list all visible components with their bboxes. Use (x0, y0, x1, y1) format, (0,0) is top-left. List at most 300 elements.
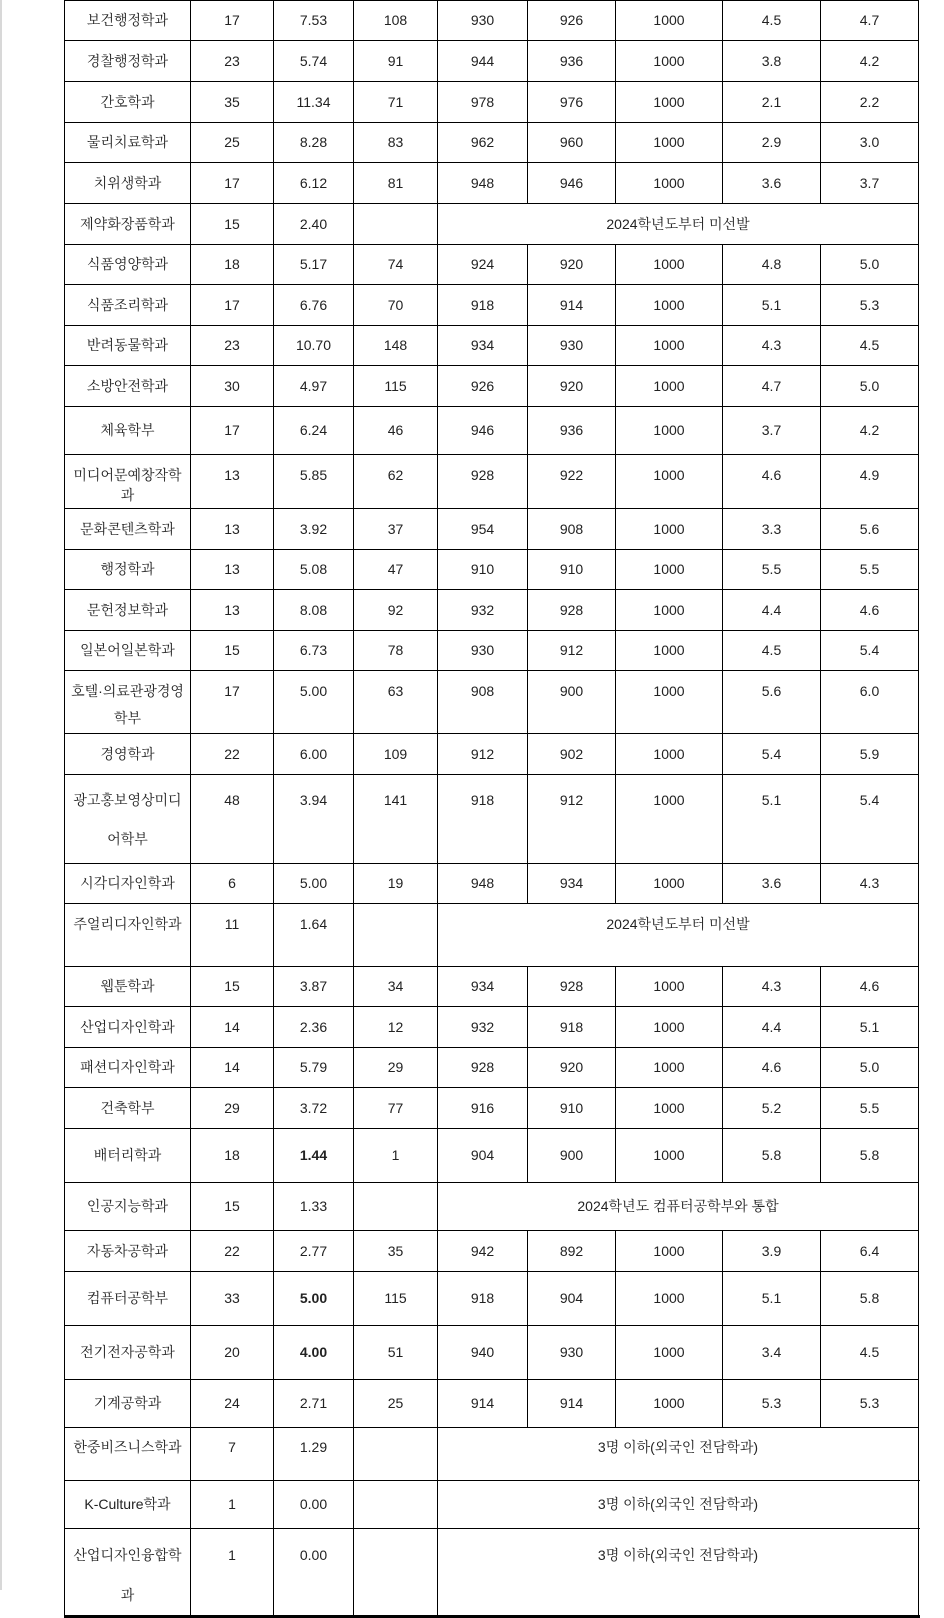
value-cell: 892 (528, 1231, 616, 1272)
value-cell: 4.5 (821, 326, 919, 366)
department-name: 반려동물학과 (65, 326, 191, 366)
value-cell: 3.92 (274, 509, 354, 550)
table-row (65, 163, 919, 204)
value-cell: 1000 (616, 590, 723, 631)
value-cell: 910 (528, 550, 616, 590)
value-cell: 930 (528, 326, 616, 366)
value-cell: 1000 (616, 41, 723, 82)
value-cell: 2.40 (274, 204, 354, 245)
value-cell: 962 (438, 123, 528, 163)
value-cell: 5.3 (821, 1380, 919, 1428)
value-cell: 5.0 (821, 366, 919, 407)
table-row (65, 1380, 919, 1428)
note-cell: 2024학년도부터 미선발 (438, 204, 919, 245)
value-cell: 2.77 (274, 1231, 354, 1272)
value-cell: 3.7 (723, 407, 821, 455)
value-cell: 916 (438, 1088, 528, 1129)
value-cell: 23 (191, 326, 274, 366)
note-cell: 2024학년도부터 미선발 (438, 904, 919, 967)
table-row (65, 631, 919, 671)
value-cell: 904 (438, 1129, 528, 1183)
value-cell: 71 (354, 82, 438, 123)
value-cell: 1000 (616, 1007, 723, 1048)
value-cell: 934 (528, 864, 616, 904)
value-cell: 5.00 (274, 671, 354, 734)
value-cell: 934 (438, 967, 528, 1007)
table-row (65, 326, 919, 366)
value-cell: 83 (354, 123, 438, 163)
value-cell: 4.6 (723, 455, 821, 509)
value-cell: 5.3 (821, 285, 919, 326)
value-cell: 930 (528, 1326, 616, 1380)
department-name: 경영학과 (65, 734, 191, 775)
value-cell: 6.24 (274, 407, 354, 455)
department-name: 치위생학과 (65, 163, 191, 204)
value-cell: 13 (191, 509, 274, 550)
value-cell: 47 (354, 550, 438, 590)
value-cell (354, 204, 438, 245)
table-row (65, 1481, 919, 1529)
value-cell: 920 (528, 245, 616, 285)
note-cell: 3명 이하(외국인 전담학과) (438, 1428, 919, 1481)
value-cell: 25 (191, 123, 274, 163)
value-cell: 902 (528, 734, 616, 775)
value-cell: 918 (438, 285, 528, 326)
value-cell: 13 (191, 590, 274, 631)
value-cell: 14 (191, 1048, 274, 1088)
department-name: 경찰행정학과 (65, 41, 191, 82)
value-cell: 936 (528, 41, 616, 82)
value-cell: 1000 (616, 1, 723, 41)
note-cell: 2024학년도 컴퓨터공학부와 통합 (438, 1183, 919, 1231)
value-cell: 5.8 (723, 1129, 821, 1183)
value-cell: 3.3 (723, 509, 821, 550)
value-cell: 5.5 (821, 1088, 919, 1129)
value-cell: 15 (191, 631, 274, 671)
value-cell: 30 (191, 366, 274, 407)
value-cell: 22 (191, 734, 274, 775)
value-cell: 4.00 (274, 1326, 354, 1380)
value-cell: 946 (438, 407, 528, 455)
value-cell: 4.5 (723, 1, 821, 41)
value-cell: 1000 (616, 1231, 723, 1272)
value-cell: 2.9 (723, 123, 821, 163)
table-row (65, 1428, 919, 1481)
value-cell: 2.71 (274, 1380, 354, 1428)
value-cell: 3.6 (723, 163, 821, 204)
value-cell: 20 (191, 1326, 274, 1380)
value-cell: 914 (528, 1380, 616, 1428)
value-cell: 5.9 (821, 734, 919, 775)
department-name: 패션디자인학과 (65, 1048, 191, 1088)
value-cell: 62 (354, 455, 438, 509)
value-cell: 918 (528, 1007, 616, 1048)
value-cell: 5.8 (821, 1129, 919, 1183)
value-cell: 1000 (616, 455, 723, 509)
table-row (65, 550, 919, 590)
value-cell: 5.4 (723, 734, 821, 775)
value-cell: 928 (438, 455, 528, 509)
value-cell: 914 (438, 1380, 528, 1428)
value-cell: 1000 (616, 671, 723, 734)
value-cell: 14 (191, 1007, 274, 1048)
value-cell: 4.3 (723, 967, 821, 1007)
value-cell: 900 (528, 1129, 616, 1183)
value-cell: 48 (191, 775, 274, 864)
table-row (65, 734, 919, 775)
value-cell: 5.79 (274, 1048, 354, 1088)
value-cell: 1000 (616, 82, 723, 123)
value-cell: 5.00 (274, 1272, 354, 1326)
value-cell: 1000 (616, 967, 723, 1007)
value-cell: 18 (191, 1129, 274, 1183)
table-row (65, 82, 919, 123)
value-cell: 5.8 (821, 1272, 919, 1326)
value-cell: 926 (438, 366, 528, 407)
value-cell: 930 (438, 1, 528, 41)
value-cell: 51 (354, 1326, 438, 1380)
value-cell: 1000 (616, 1272, 723, 1326)
value-cell: 4.6 (723, 1048, 821, 1088)
value-cell: 946 (528, 163, 616, 204)
value-cell: 10.70 (274, 326, 354, 366)
value-cell: 8.28 (274, 123, 354, 163)
value-cell: 4.4 (723, 1007, 821, 1048)
value-cell: 930 (438, 631, 528, 671)
value-cell: 4.5 (821, 1326, 919, 1380)
department-name: 한중비즈니스학과 (65, 1428, 191, 1481)
value-cell: 5.5 (723, 550, 821, 590)
table-row (65, 967, 919, 1007)
value-cell: 63 (354, 671, 438, 734)
department-name: 일본어일본학과 (65, 631, 191, 671)
value-cell: 1000 (616, 509, 723, 550)
table-row (65, 904, 919, 967)
table-row (65, 1, 919, 41)
value-cell: 1000 (616, 407, 723, 455)
value-cell: 5.0 (821, 1048, 919, 1088)
note-cell: 3명 이하(외국인 전담학과) (438, 1481, 919, 1529)
value-cell: 3.94 (274, 775, 354, 864)
value-cell: 15 (191, 967, 274, 1007)
value-cell: 2.36 (274, 1007, 354, 1048)
department-name: 기계공학과 (65, 1380, 191, 1428)
department-name: 배터리학과 (65, 1129, 191, 1183)
value-cell: 15 (191, 204, 274, 245)
value-cell: 2.2 (821, 82, 919, 123)
table-row (65, 407, 919, 455)
value-cell: 948 (438, 864, 528, 904)
value-cell: 77 (354, 1088, 438, 1129)
value-cell (354, 904, 438, 967)
value-cell: 942 (438, 1231, 528, 1272)
value-cell: 1000 (616, 366, 723, 407)
value-cell: 1 (354, 1129, 438, 1183)
value-cell: 922 (528, 455, 616, 509)
table-row (65, 366, 919, 407)
value-cell: 5.1 (723, 1272, 821, 1326)
table-row (65, 1048, 919, 1088)
value-cell: 1 (191, 1529, 274, 1617)
value-cell: 13 (191, 550, 274, 590)
value-cell: 17 (191, 285, 274, 326)
department-name: 식품영양학과 (65, 245, 191, 285)
value-cell: 1.29 (274, 1428, 354, 1481)
value-cell: 22 (191, 1231, 274, 1272)
value-cell: 6.12 (274, 163, 354, 204)
value-cell: 35 (191, 82, 274, 123)
value-cell (354, 1183, 438, 1231)
value-cell: 3.4 (723, 1326, 821, 1380)
value-cell: 908 (438, 671, 528, 734)
department-name: 간호학과 (65, 82, 191, 123)
value-cell: 24 (191, 1380, 274, 1428)
value-cell: 4.2 (821, 407, 919, 455)
value-cell: 1000 (616, 123, 723, 163)
value-cell: 1.44 (274, 1129, 354, 1183)
value-cell: 2.1 (723, 82, 821, 123)
value-cell: 11 (191, 904, 274, 967)
value-cell: 918 (438, 1272, 528, 1326)
value-cell: 7 (191, 1428, 274, 1481)
value-cell: 46 (354, 407, 438, 455)
value-cell: 920 (528, 1048, 616, 1088)
value-cell: 4.8 (723, 245, 821, 285)
value-cell: 74 (354, 245, 438, 285)
value-cell: 3.0 (821, 123, 919, 163)
value-cell: 4.2 (821, 41, 919, 82)
value-cell: 928 (528, 590, 616, 631)
value-cell: 1000 (616, 734, 723, 775)
value-cell: 1000 (616, 326, 723, 366)
value-cell: 912 (528, 631, 616, 671)
value-cell: 928 (528, 967, 616, 1007)
value-cell: 12 (354, 1007, 438, 1048)
value-cell: 5.17 (274, 245, 354, 285)
table-row (65, 1326, 919, 1380)
value-cell: 5.3 (723, 1380, 821, 1428)
value-cell: 912 (438, 734, 528, 775)
value-cell: 1000 (616, 163, 723, 204)
department-name: 미디어문예창작학과 (65, 455, 191, 509)
value-cell: 1000 (616, 1326, 723, 1380)
table-row (65, 1272, 919, 1326)
department-name: 시각디자인학과 (65, 864, 191, 904)
value-cell: 1000 (616, 550, 723, 590)
value-cell: 4.6 (821, 967, 919, 1007)
value-cell: 4.3 (821, 864, 919, 904)
department-name: 산업디자인학과 (65, 1007, 191, 1048)
value-cell: 4.4 (723, 590, 821, 631)
value-cell: 900 (528, 671, 616, 734)
table-row (65, 1231, 919, 1272)
table-row (65, 245, 919, 285)
value-cell: 908 (528, 509, 616, 550)
department-name: 주얼리디자인학과 (65, 904, 191, 967)
value-cell: 3.9 (723, 1231, 821, 1272)
value-cell: 3.72 (274, 1088, 354, 1129)
value-cell: 1000 (616, 864, 723, 904)
department-name: 행정학과 (65, 550, 191, 590)
value-cell: 910 (438, 550, 528, 590)
value-cell: 0.00 (274, 1529, 354, 1617)
value-cell: 5.5 (821, 550, 919, 590)
department-name: K-Culture학과 (65, 1481, 191, 1529)
value-cell: 1 (191, 1481, 274, 1529)
value-cell: 0.00 (274, 1481, 354, 1529)
value-cell: 3.87 (274, 967, 354, 1007)
value-cell: 3.8 (723, 41, 821, 82)
department-name: 전기전자공학과 (65, 1326, 191, 1380)
value-cell (354, 1428, 438, 1481)
value-cell: 910 (528, 1088, 616, 1129)
table-row (65, 204, 919, 245)
value-cell: 4.5 (723, 631, 821, 671)
table-row (65, 590, 919, 631)
value-cell: 141 (354, 775, 438, 864)
value-cell: 1000 (616, 1129, 723, 1183)
value-cell: 17 (191, 671, 274, 734)
value-cell: 81 (354, 163, 438, 204)
value-cell: 934 (438, 326, 528, 366)
value-cell: 23 (191, 41, 274, 82)
value-cell: 17 (191, 1, 274, 41)
value-cell: 15 (191, 1183, 274, 1231)
table-row (65, 1529, 919, 1617)
value-cell: 924 (438, 245, 528, 285)
department-name: 체육학부 (65, 407, 191, 455)
value-cell: 5.2 (723, 1088, 821, 1129)
table-row (65, 41, 919, 82)
value-cell: 5.6 (821, 509, 919, 550)
value-cell: 6.00 (274, 734, 354, 775)
value-cell: 4.97 (274, 366, 354, 407)
page-edge (0, 0, 2, 1590)
value-cell (354, 1481, 438, 1529)
table-row (65, 509, 919, 550)
table-row (65, 864, 919, 904)
value-cell: 6.76 (274, 285, 354, 326)
table-row (65, 671, 919, 734)
value-cell: 92 (354, 590, 438, 631)
value-cell: 5.4 (821, 631, 919, 671)
value-cell: 912 (528, 775, 616, 864)
value-cell: 34 (354, 967, 438, 1007)
value-cell: 35 (354, 1231, 438, 1272)
table-row (65, 285, 919, 326)
department-name: 자동차공학과 (65, 1231, 191, 1272)
department-name: 소방안전학과 (65, 366, 191, 407)
value-cell: 960 (528, 123, 616, 163)
table-row (65, 1007, 919, 1048)
department-name: 광고홍보영상미디어학부 (65, 775, 191, 864)
value-cell: 4.3 (723, 326, 821, 366)
value-cell: 1000 (616, 1048, 723, 1088)
department-name: 물리치료학과 (65, 123, 191, 163)
department-name: 웹툰학과 (65, 967, 191, 1007)
department-name: 산업디자인융합학과 (65, 1529, 191, 1617)
value-cell: 7.53 (274, 1, 354, 41)
value-cell: 25 (354, 1380, 438, 1428)
value-cell: 6.4 (821, 1231, 919, 1272)
value-cell: 918 (438, 775, 528, 864)
value-cell: 29 (354, 1048, 438, 1088)
department-name: 컴퓨터공학부 (65, 1272, 191, 1326)
value-cell: 115 (354, 1272, 438, 1326)
value-cell: 8.08 (274, 590, 354, 631)
value-cell: 37 (354, 509, 438, 550)
value-cell: 940 (438, 1326, 528, 1380)
department-name: 호텔·의료관광경영학부 (65, 671, 191, 734)
value-cell: 6 (191, 864, 274, 904)
department-name: 문화콘텐츠학과 (65, 509, 191, 550)
value-cell: 5.08 (274, 550, 354, 590)
value-cell: 954 (438, 509, 528, 550)
value-cell: 1000 (616, 775, 723, 864)
value-cell: 3.6 (723, 864, 821, 904)
value-cell: 5.74 (274, 41, 354, 82)
value-cell: 1000 (616, 1380, 723, 1428)
value-cell: 4.7 (821, 1, 919, 41)
department-name: 보건행정학과 (65, 1, 191, 41)
value-cell: 3.7 (821, 163, 919, 204)
department-name: 인공지능학과 (65, 1183, 191, 1231)
value-cell: 932 (438, 1007, 528, 1048)
value-cell: 936 (528, 407, 616, 455)
department-name: 문헌정보학과 (65, 590, 191, 631)
value-cell: 19 (354, 864, 438, 904)
value-cell (354, 1529, 438, 1617)
value-cell: 17 (191, 407, 274, 455)
value-cell: 5.85 (274, 455, 354, 509)
value-cell: 5.1 (723, 285, 821, 326)
admission-results-table (64, 0, 919, 1618)
table-row (65, 1183, 919, 1231)
value-cell: 70 (354, 285, 438, 326)
department-name: 건축학부 (65, 1088, 191, 1129)
value-cell: 978 (438, 82, 528, 123)
value-cell: 5.6 (723, 671, 821, 734)
value-cell: 29 (191, 1088, 274, 1129)
department-name: 식품조리학과 (65, 285, 191, 326)
table-row (65, 1088, 919, 1129)
value-cell: 109 (354, 734, 438, 775)
value-cell: 926 (528, 1, 616, 41)
table-row (65, 123, 919, 163)
value-cell: 948 (438, 163, 528, 204)
value-cell: 1000 (616, 245, 723, 285)
note-cell: 3명 이하(외국인 전담학과) (438, 1529, 919, 1617)
value-cell: 18 (191, 245, 274, 285)
value-cell: 11.34 (274, 82, 354, 123)
value-cell: 5.00 (274, 864, 354, 904)
value-cell: 5.1 (821, 1007, 919, 1048)
value-cell: 5.0 (821, 245, 919, 285)
value-cell: 1000 (616, 1088, 723, 1129)
value-cell: 914 (528, 285, 616, 326)
department-name: 제약화장품학과 (65, 204, 191, 245)
value-cell: 920 (528, 366, 616, 407)
table-row (65, 455, 919, 509)
value-cell: 976 (528, 82, 616, 123)
value-cell: 904 (528, 1272, 616, 1326)
value-cell: 1.33 (274, 1183, 354, 1231)
value-cell: 1000 (616, 285, 723, 326)
table-row (65, 1129, 919, 1183)
value-cell: 4.6 (821, 590, 919, 631)
value-cell: 115 (354, 366, 438, 407)
value-cell: 13 (191, 455, 274, 509)
